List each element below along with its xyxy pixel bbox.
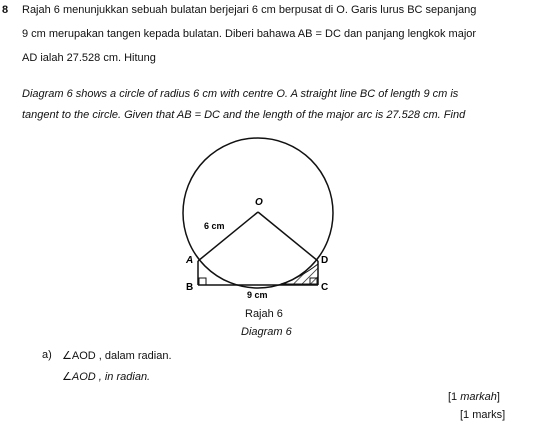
label-base: 9 cm <box>247 290 268 300</box>
label-c: C <box>321 282 329 293</box>
radius-od <box>258 212 318 261</box>
label-d: D <box>321 255 329 266</box>
part-a-malay: ∠AOD , dalam radian. <box>62 350 172 362</box>
marks-malay: [1 markah] <box>448 391 500 403</box>
circle <box>183 138 333 288</box>
radius-oa <box>198 212 258 261</box>
caption-malay: Rajah 6 <box>245 308 283 320</box>
question-number: 8 <box>2 4 9 16</box>
part-a-label: a) <box>42 349 52 361</box>
label-a: A <box>186 255 194 266</box>
part-a-english: ∠AOD , in radian. <box>62 371 151 383</box>
shaded-region <box>281 264 318 284</box>
label-radius: 6 cm <box>204 221 225 231</box>
caption-english: Diagram 6 <box>241 326 292 338</box>
question-malay-line-2: 9 cm merupakan tangen kepada bulatan. Diberi bahawa AB = DC dan panjang lengkok major <box>22 28 477 40</box>
label-b: B <box>186 282 194 293</box>
question-malay-line-3: AD ialah 27.528 cm. Hitung <box>22 52 156 64</box>
question-malay-line-1: Rajah 6 menunjukkan sebuah bulatan berjejari 6 cm berpusat di O. Garis lurus BC sepanjang <box>22 4 477 16</box>
right-angle-b <box>199 278 206 285</box>
marks-english: [1 marks] <box>460 409 506 421</box>
label-o: O <box>255 197 263 208</box>
question-english-line-2: tangent to the circle. Given that AB = DC and the length of the major arc is 27.528 cm. Find <box>22 109 466 121</box>
question-english-line-1: Diagram 6 shows a circle of radius 6 cm with centre O. A straight line BC of length 9 cm is <box>22 88 459 100</box>
